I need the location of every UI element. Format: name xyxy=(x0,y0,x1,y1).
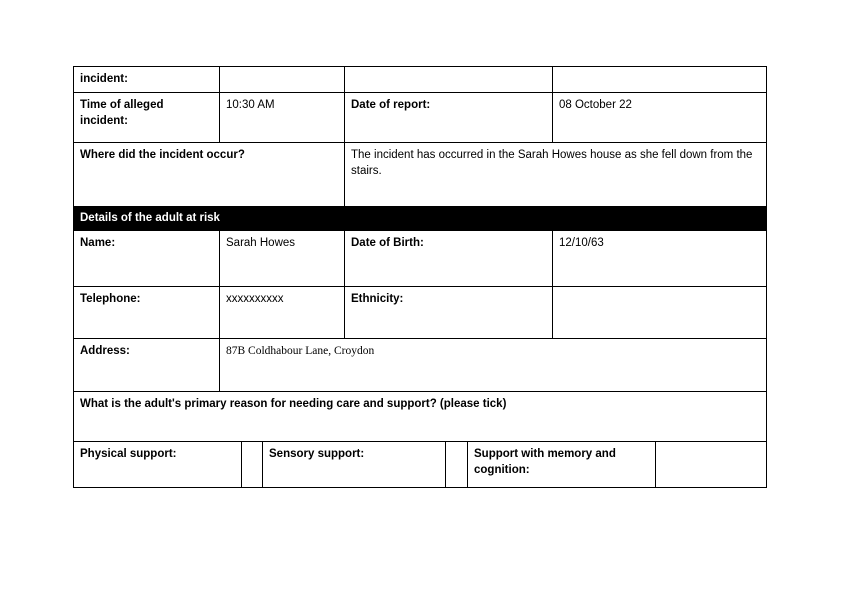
incident-stub-value[interactable] xyxy=(220,67,345,93)
name-label: Name: xyxy=(74,231,220,287)
date-of-report-label: Date of report: xyxy=(345,93,553,143)
address-value[interactable]: 87B Coldhabour Lane, Croydon xyxy=(220,339,767,392)
incident-location-value[interactable]: The incident has occurred in the Sarah Howes house as she fell down from the stairs. xyxy=(345,143,767,207)
dob-label: Date of Birth: xyxy=(345,231,553,287)
table-row-support-options xyxy=(74,442,767,488)
telephone-value[interactable]: xxxxxxxxxx xyxy=(220,287,345,339)
incident-location-label: Where did the incident occur? xyxy=(74,143,345,207)
table-row-adult-banner xyxy=(74,207,767,231)
support-option-physical-tickbox[interactable] xyxy=(242,442,263,488)
incident-report-table xyxy=(73,66,767,442)
incident-stub-label: incident: xyxy=(74,67,220,93)
incident-stub-right-value[interactable] xyxy=(553,67,767,93)
adult-section-banner: Details of the adult at risk xyxy=(74,207,767,231)
date-of-report-value[interactable]: 08 October 22 xyxy=(553,93,767,143)
support-option-sensory-tickbox[interactable] xyxy=(446,442,468,488)
table-row-incident-stub xyxy=(74,67,767,93)
incident-stub-right-label xyxy=(345,67,553,93)
table-row-incident-location xyxy=(74,143,767,207)
table-row-telephone-and-ethnicity xyxy=(74,287,767,339)
support-question-label: What is the adult's primary reason for needing care and support? (please tick) xyxy=(74,392,767,442)
table-row-address xyxy=(74,339,767,392)
table-row-support-question xyxy=(74,392,767,442)
table-row-name-and-dob xyxy=(74,231,767,287)
time-of-incident-value[interactable]: 10:30 AM xyxy=(220,93,345,143)
support-option-sensory-label: Sensory support: xyxy=(263,442,446,488)
ethnicity-label: Ethnicity: xyxy=(345,287,553,339)
name-value[interactable]: Sarah Howes xyxy=(220,231,345,287)
support-options-table xyxy=(73,441,767,488)
support-option-physical-label: Physical support: xyxy=(74,442,242,488)
dob-value[interactable]: 12/10/63 xyxy=(553,231,767,287)
support-option-memory-tickbox[interactable] xyxy=(656,442,767,488)
time-of-incident-label: Time of alleged incident: xyxy=(74,93,220,143)
table-row-time-and-date xyxy=(74,93,767,143)
telephone-label: Telephone: xyxy=(74,287,220,339)
address-label: Address: xyxy=(74,339,220,392)
ethnicity-value[interactable] xyxy=(553,287,767,339)
support-option-memory-label: Support with memory and cognition: xyxy=(468,442,656,488)
